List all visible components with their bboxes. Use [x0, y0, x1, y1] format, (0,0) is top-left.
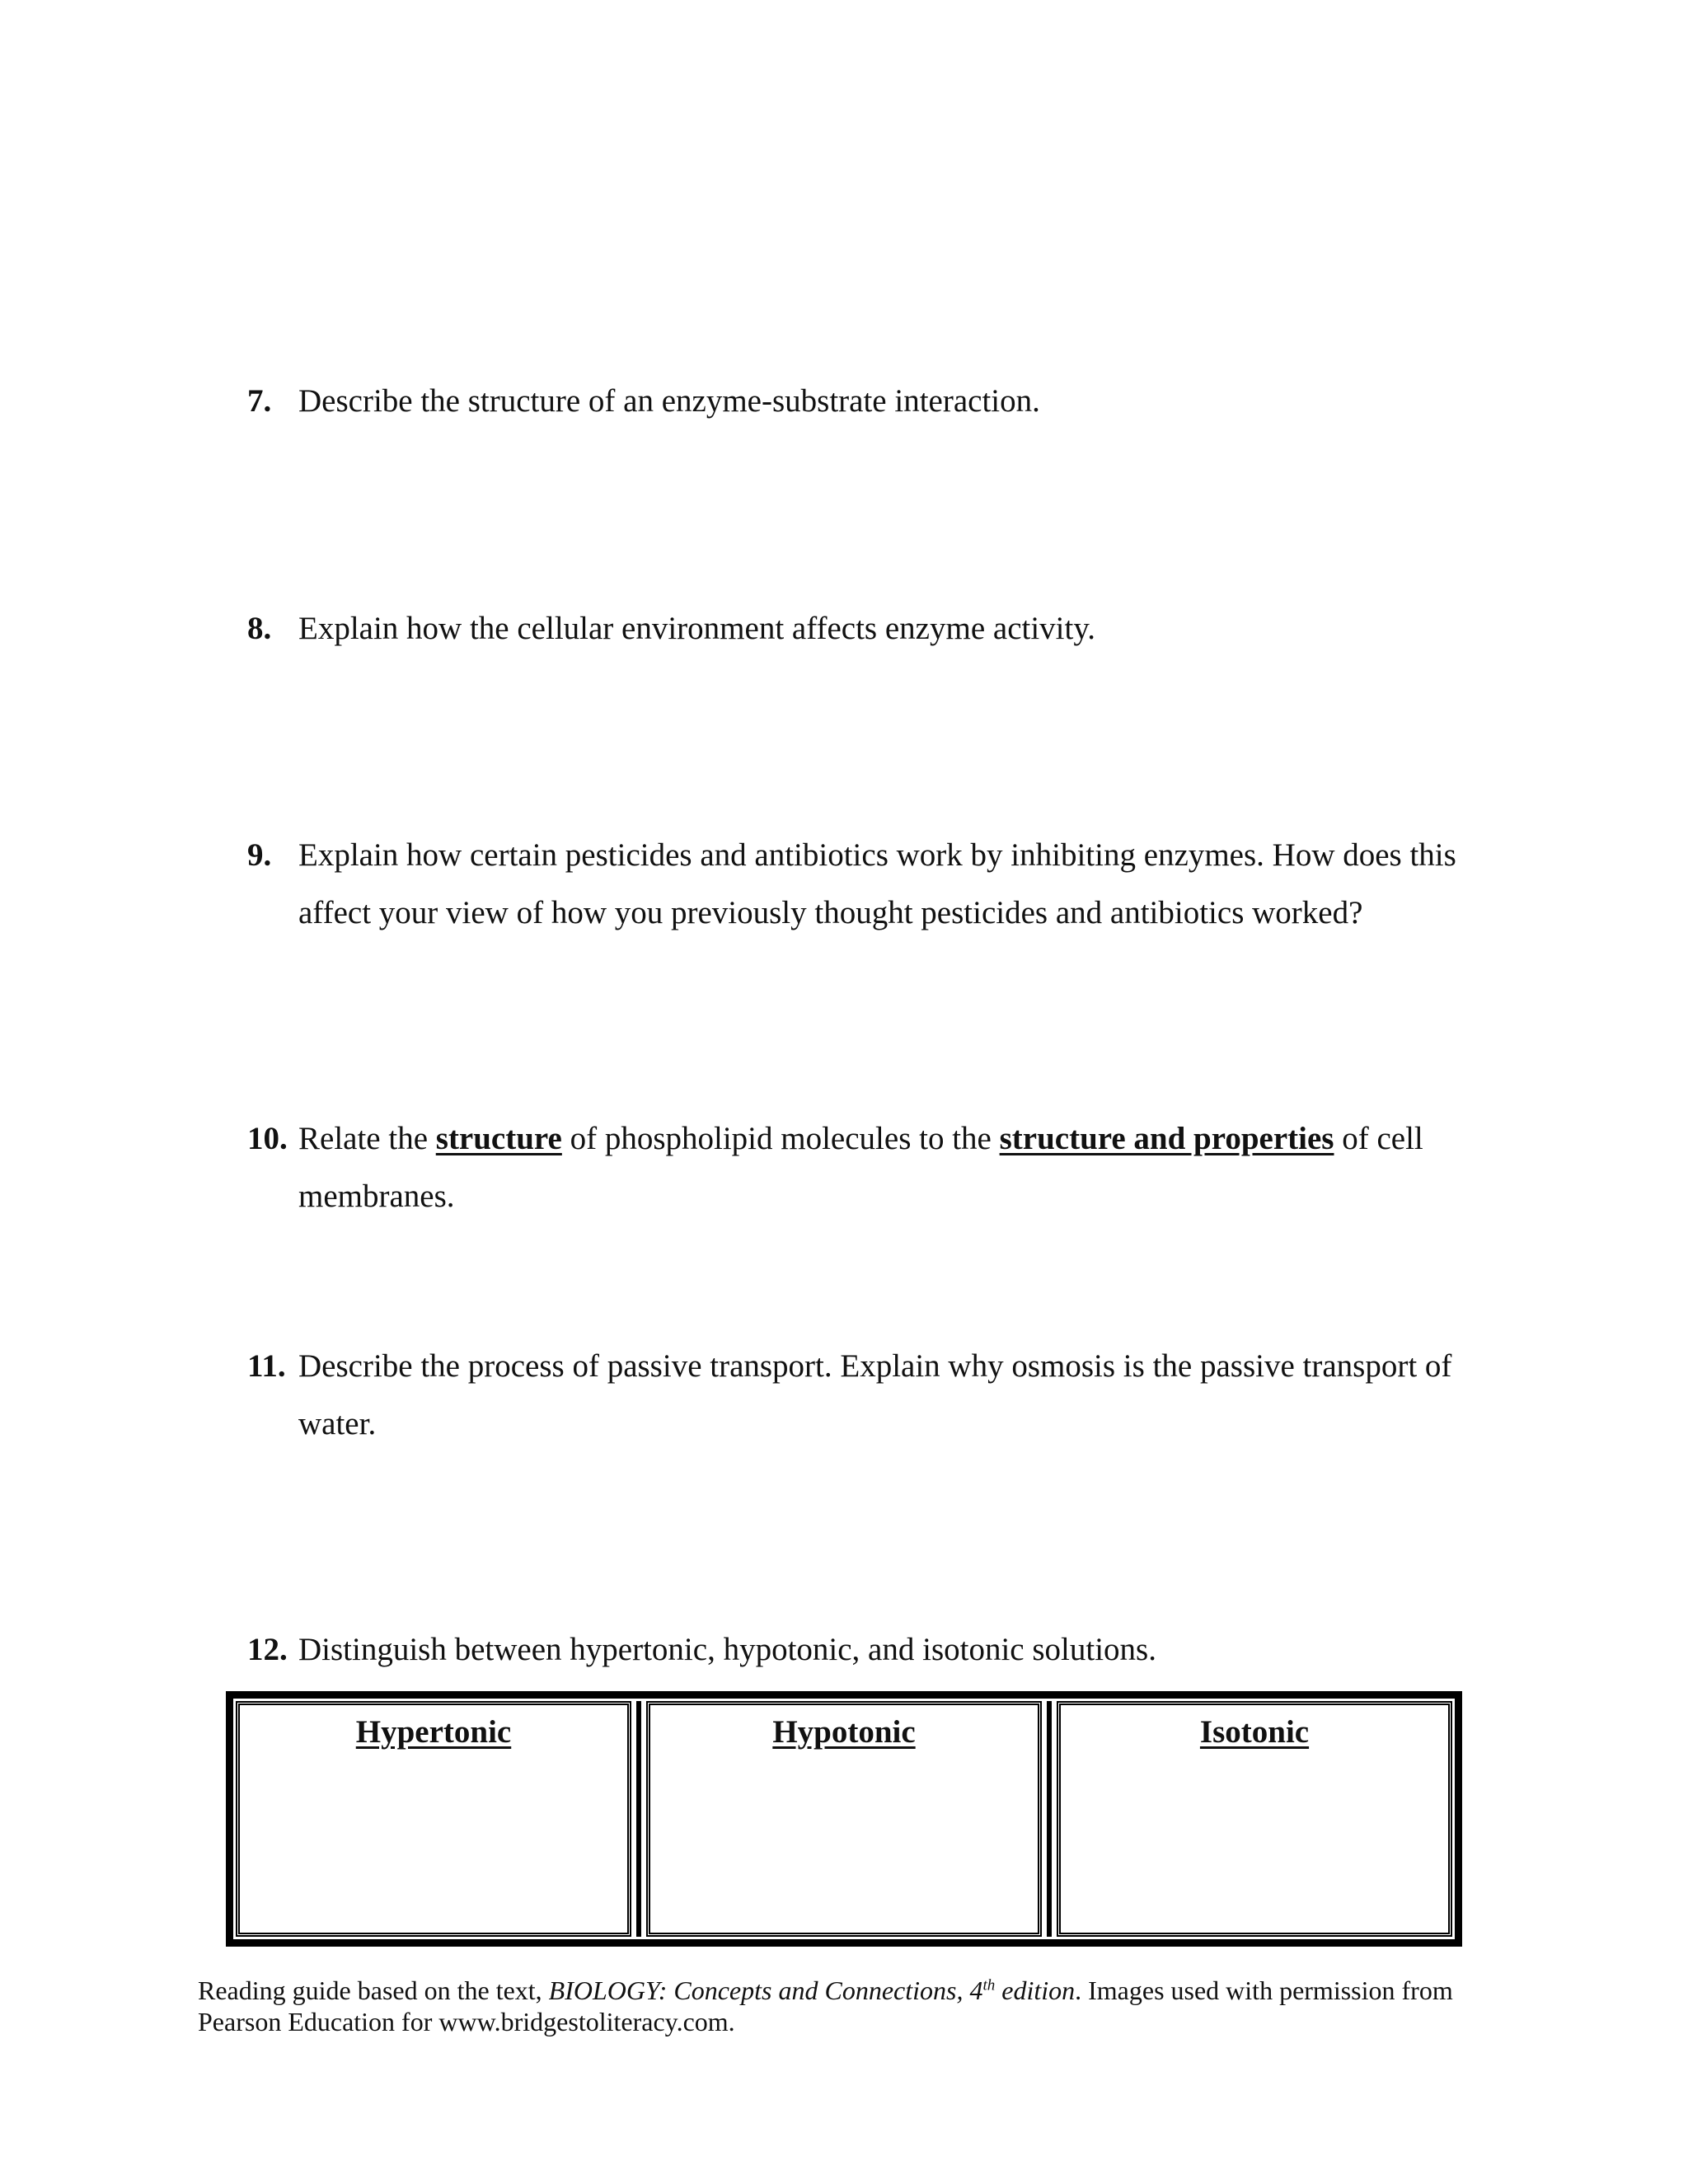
solutions-table — [226, 1691, 1462, 1947]
question-8 — [247, 600, 1500, 658]
question-number: 9. — [247, 837, 272, 873]
table-header-hypotonic: Hypotonic — [772, 1714, 916, 1750]
footer-text: Reading guide based on the text, — [198, 1975, 549, 2005]
table-cell-hypotonic[interactable] — [646, 1701, 1042, 1937]
question-text: Distinguish between hypertonic, hypotonic, and isotonic solutions. — [298, 1632, 1156, 1667]
edition-word: edition — [995, 1975, 1076, 2005]
table-cell-isotonic[interactable] — [1057, 1701, 1452, 1937]
book-title-text: BIOLOGY: Concepts and Connections, 4 — [548, 1975, 983, 2005]
question-text: Explain how certain pesticides and antibiotics work by inhibiting enzymes. How does this affect your view of how you previously thought pesticides and antibiotics worked? — [298, 837, 1456, 930]
question-text: Explain how the cellular environment affects enzyme activity. — [298, 611, 1096, 646]
emphasis-structure: structure — [435, 1121, 562, 1156]
table-header-isotonic: Isotonic — [1199, 1714, 1310, 1750]
table-header-hypertonic: Hypertonic — [355, 1714, 512, 1750]
question-text: Describe the structure of an enzyme-substrate interaction. — [298, 383, 1040, 419]
emphasis-structure-and-properties: structure and properties — [999, 1121, 1334, 1156]
question-12 — [247, 1621, 1500, 1679]
question-number: 12. — [247, 1632, 288, 1667]
table-divider — [636, 1701, 641, 1937]
question-number: 10. — [247, 1121, 288, 1156]
question-text: Describe the process of passive transport. Explain why osmosis is the passive transport of water. — [298, 1348, 1452, 1441]
text-run: of cell membranes. — [298, 1121, 1423, 1214]
question-number: 11. — [247, 1348, 286, 1384]
book-title — [549, 1975, 1075, 2005]
table-cell-hypertonic[interactable] — [236, 1701, 631, 1937]
question-11 — [247, 1338, 1500, 1453]
table-divider — [1047, 1701, 1052, 1937]
question-number: 8. — [247, 611, 272, 646]
edition-superscript: th — [982, 1976, 996, 1994]
question-7 — [247, 373, 1500, 430]
question-text — [247, 1110, 1500, 1226]
text-run: of phospholipid molecules to the — [561, 1121, 1000, 1156]
question-9 — [247, 827, 1500, 942]
text-run: Relate the — [298, 1121, 436, 1156]
question-10 — [247, 1110, 1500, 1226]
footer-text: . Images used with permission from Pearson Education for www.bridgestoliteracy.com. — [198, 1975, 1453, 2036]
page-footer — [198, 1975, 1484, 2037]
question-number: 7. — [247, 383, 272, 419]
